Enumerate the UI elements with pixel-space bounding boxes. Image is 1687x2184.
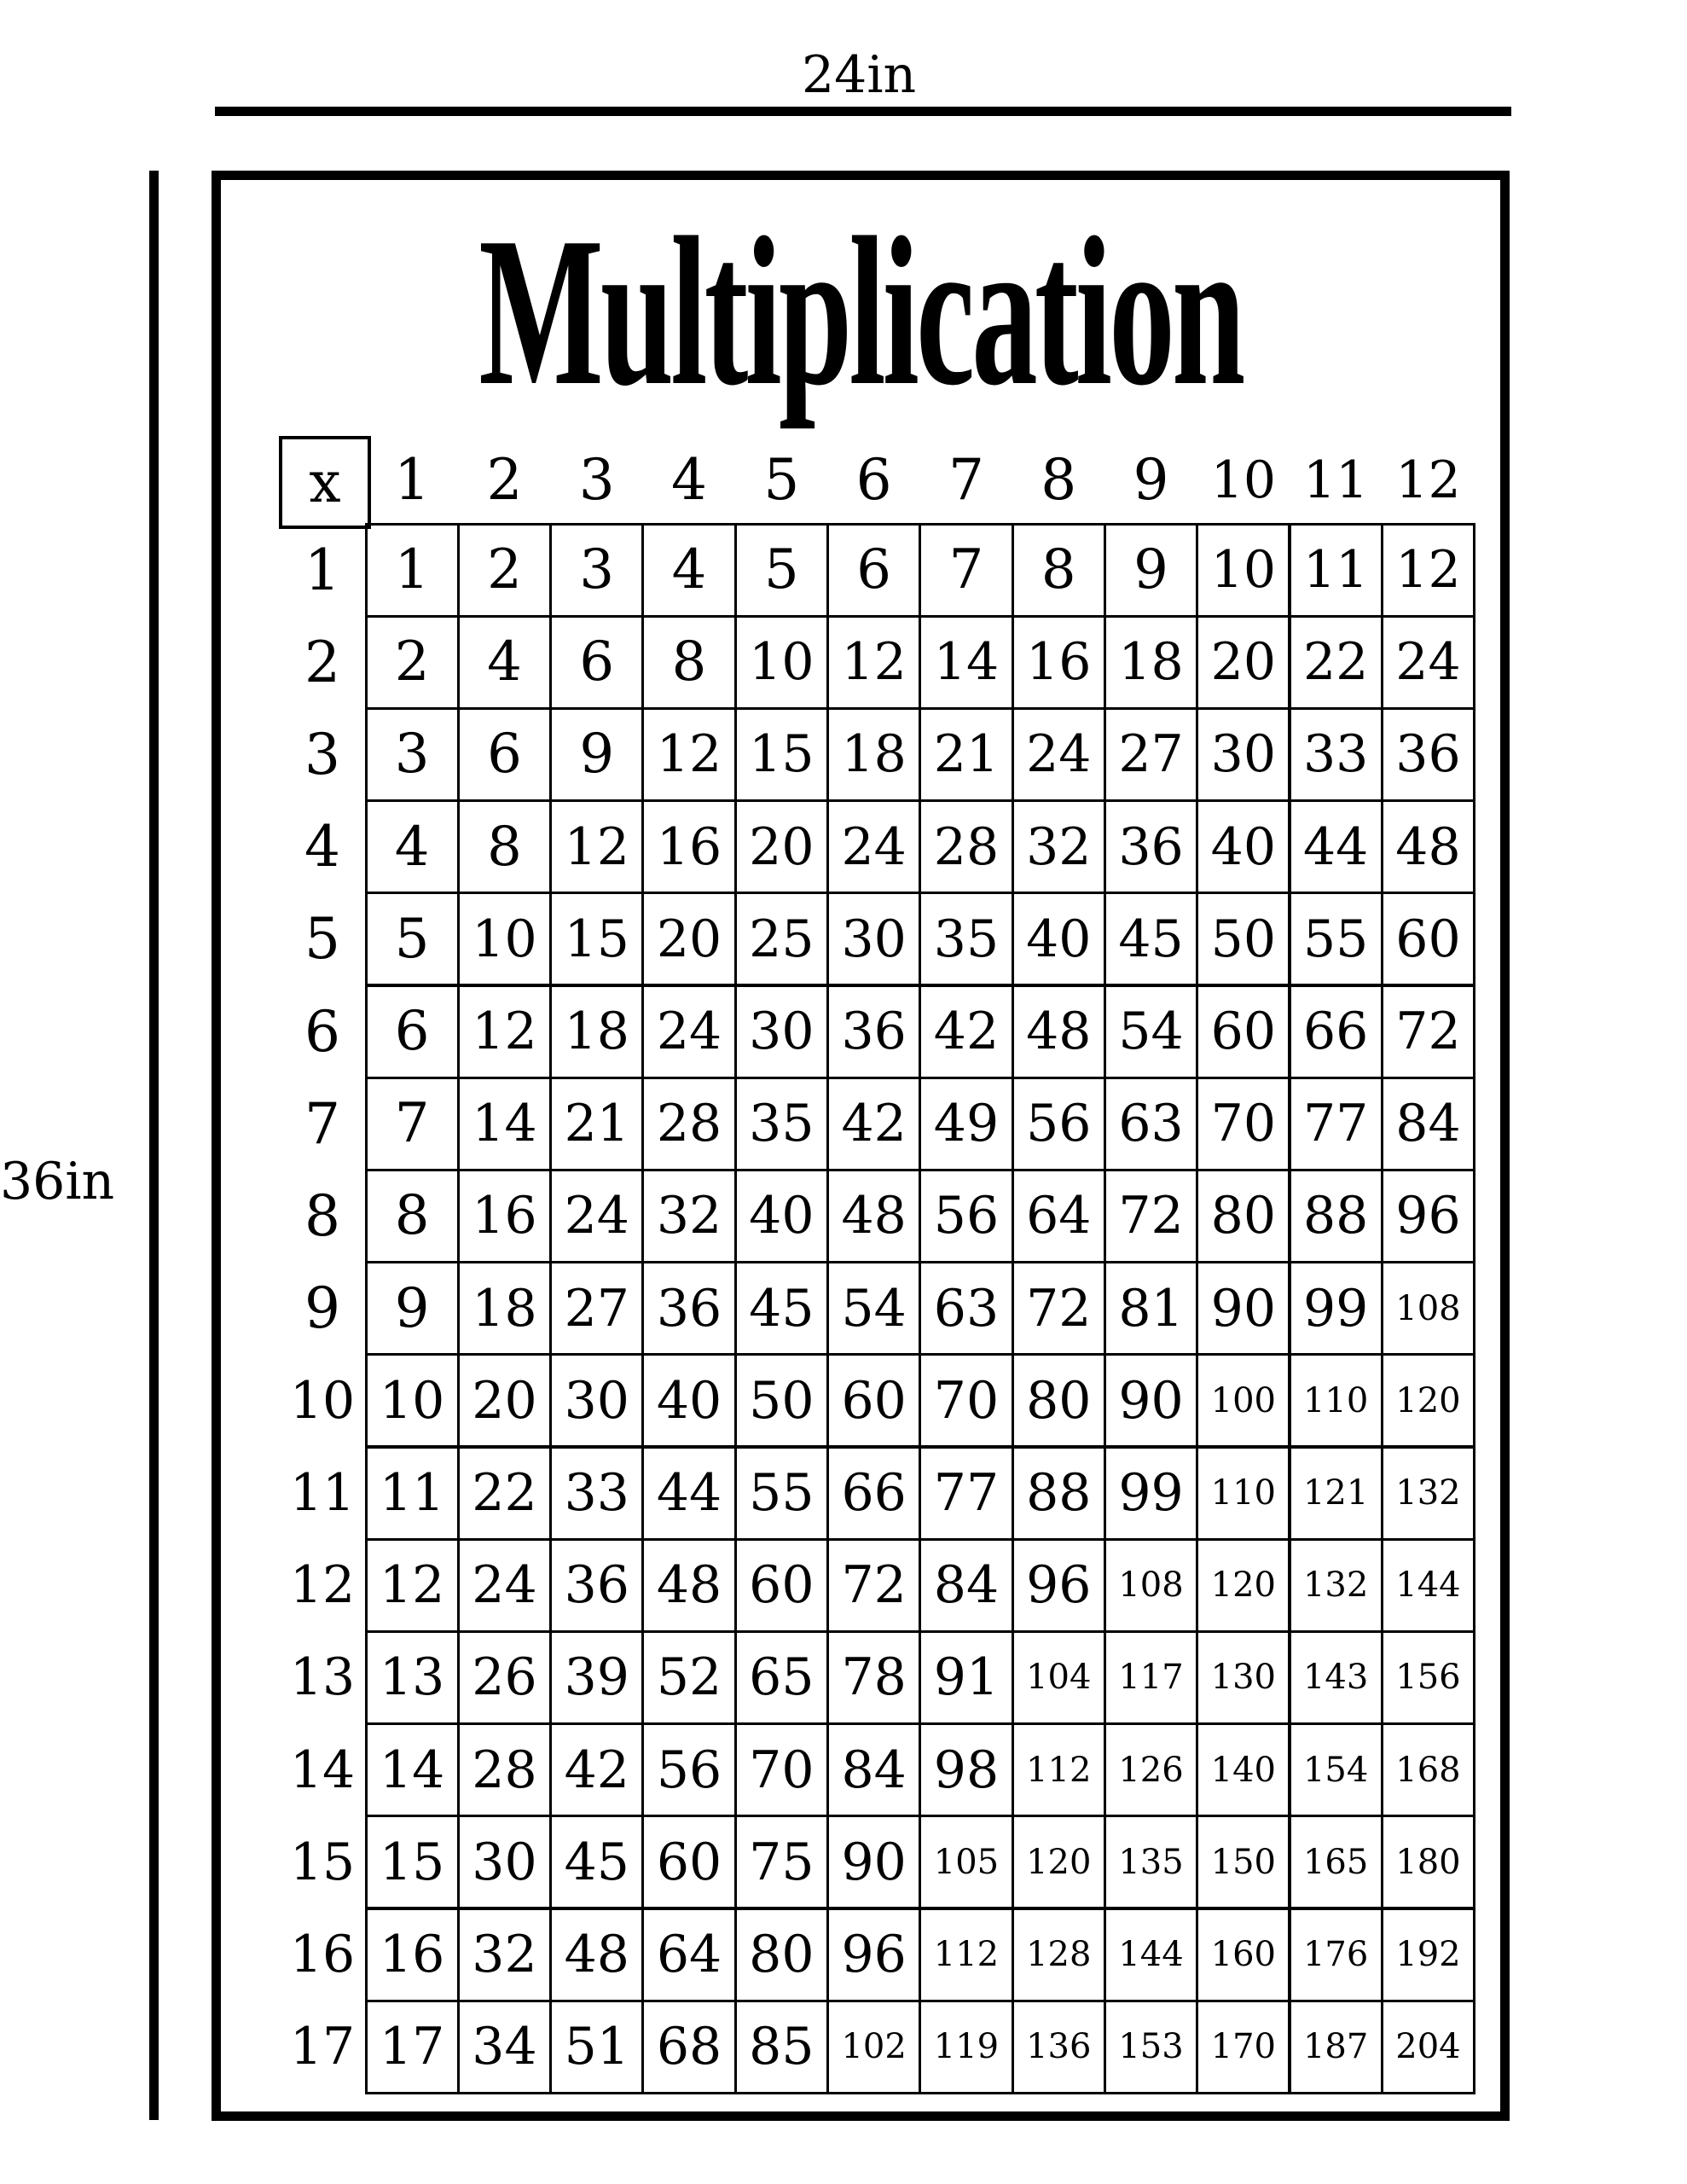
height-dimension-label: 36in — [0, 1152, 115, 1211]
table-cell: 88 — [1012, 1446, 1106, 1541]
table-cell: 90 — [826, 1815, 921, 1909]
table-cell: 8 — [1012, 523, 1106, 618]
width-dimension-label: 24in — [802, 45, 917, 105]
width-dimension-line — [215, 107, 1511, 116]
table-cell: 15 — [549, 892, 644, 986]
table-cell: 108 — [1381, 1261, 1475, 1356]
table-cell: 130 — [1196, 1630, 1290, 1725]
table-cell: 6 — [549, 615, 644, 710]
table-cell: 36 — [641, 1261, 736, 1356]
column-header: 4 — [671, 447, 708, 513]
table-cell: 28 — [919, 799, 1013, 894]
table-cell: 84 — [826, 1722, 921, 1817]
table-cell: 121 — [1289, 1446, 1383, 1541]
table-cell: 55 — [1289, 892, 1383, 986]
table-cell: 99 — [1104, 1446, 1198, 1541]
table-cell: 132 — [1289, 1538, 1383, 1633]
table-cell: 70 — [734, 1722, 829, 1817]
table-cell: 32 — [1012, 799, 1106, 894]
row-header: 7 — [304, 1090, 340, 1157]
table-cell: 72 — [1012, 1261, 1106, 1356]
table-cell: 143 — [1289, 1630, 1383, 1725]
table-cell: 21 — [919, 707, 1013, 802]
table-cell: 60 — [1196, 985, 1290, 1079]
table-cell: 48 — [549, 1908, 644, 2002]
table-cell: 154 — [1289, 1722, 1383, 1817]
table-cell: 77 — [1289, 1077, 1383, 1171]
table-cell: 153 — [1104, 2000, 1198, 2094]
table-cell: 8 — [457, 799, 552, 894]
table-cell: 42 — [549, 1722, 644, 1817]
table-cell: 13 — [365, 1630, 460, 1725]
table-cell: 96 — [1381, 1169, 1475, 1263]
table-cell: 33 — [1289, 707, 1383, 802]
table-cell: 50 — [734, 1353, 829, 1448]
table-cell: 136 — [1012, 2000, 1106, 2094]
table-cell: 50 — [1196, 892, 1290, 986]
table-cell: 30 — [826, 892, 921, 986]
table-cell: 25 — [734, 892, 829, 986]
table-cell: 102 — [826, 2000, 921, 2094]
table-cell: 48 — [1381, 799, 1475, 894]
table-cell: 34 — [457, 2000, 552, 2094]
table-cell: 3 — [365, 707, 460, 802]
table-cell: 60 — [641, 1815, 736, 1909]
table-cell: 135 — [1104, 1815, 1198, 1909]
table-cell: 9 — [365, 1261, 460, 1356]
table-cell: 16 — [641, 799, 736, 894]
table-cell: 60 — [734, 1538, 829, 1633]
table-cell: 42 — [919, 985, 1013, 1079]
table-cell: 112 — [919, 1908, 1013, 2002]
table-cell: 108 — [1104, 1538, 1198, 1633]
table-cell: 18 — [457, 1261, 552, 1356]
table-cell: 48 — [641, 1538, 736, 1633]
table-cell: 110 — [1289, 1353, 1383, 1448]
table-cell: 12 — [549, 799, 644, 894]
table-cell: 35 — [919, 892, 1013, 986]
table-cell: 24 — [826, 799, 921, 894]
poster-frame — [212, 171, 1510, 2121]
row-header: 10 — [289, 1370, 356, 1431]
table-cell: 140 — [1196, 1722, 1290, 1817]
table-cell: 64 — [1012, 1169, 1106, 1263]
table-cell: 99 — [1289, 1261, 1383, 1356]
row-header: 15 — [289, 1832, 356, 1892]
table-cell: 5 — [734, 523, 829, 618]
table-cell: 150 — [1196, 1815, 1290, 1909]
table-cell: 63 — [919, 1261, 1013, 1356]
table-cell: 2 — [457, 523, 552, 618]
table-cell: 120 — [1012, 1815, 1106, 1909]
table-cell: 12 — [457, 985, 552, 1079]
table-cell: 27 — [549, 1261, 644, 1356]
row-header: 12 — [289, 1555, 356, 1616]
table-cell: 44 — [1289, 799, 1383, 894]
table-cell: 10 — [365, 1353, 460, 1448]
table-cell: 54 — [1104, 985, 1198, 1079]
column-header: 10 — [1210, 450, 1277, 510]
table-cell: 51 — [549, 2000, 644, 2094]
row-header: 14 — [289, 1740, 356, 1800]
table-cell: 16 — [1012, 615, 1106, 710]
table-cell: 7 — [919, 523, 1013, 618]
table-cell: 48 — [826, 1169, 921, 1263]
table-cell: 70 — [919, 1353, 1013, 1448]
table-cell: 11 — [365, 1446, 460, 1541]
table-cell: 165 — [1289, 1815, 1383, 1909]
table-cell: 98 — [919, 1722, 1013, 1817]
table-cell: 126 — [1104, 1722, 1198, 1817]
table-cell: 24 — [1012, 707, 1106, 802]
table-cell: 30 — [734, 985, 829, 1079]
table-cell: 9 — [1104, 523, 1198, 618]
table-cell: 60 — [1381, 892, 1475, 986]
table-cell: 15 — [365, 1815, 460, 1909]
table-cell: 20 — [734, 799, 829, 894]
table-cell: 70 — [1196, 1077, 1290, 1171]
table-cell: 40 — [1012, 892, 1106, 986]
table-cell: 132 — [1381, 1446, 1475, 1541]
table-cell: 18 — [1104, 615, 1198, 710]
column-header: 12 — [1395, 450, 1461, 510]
table-cell: 35 — [734, 1077, 829, 1171]
table-cell: 55 — [734, 1446, 829, 1541]
table-cell: 63 — [1104, 1077, 1198, 1171]
column-header: 8 — [1041, 447, 1077, 513]
table-cell: 100 — [1196, 1353, 1290, 1448]
table-cell: 68 — [641, 2000, 736, 2094]
table-cell: 12 — [641, 707, 736, 802]
table-cell: 120 — [1196, 1538, 1290, 1633]
table-cell: 20 — [641, 892, 736, 986]
multiplication-table — [221, 180, 1500, 2111]
table-cell: 170 — [1196, 2000, 1290, 2094]
table-cell: 128 — [1012, 1908, 1106, 2002]
table-cell: 24 — [549, 1169, 644, 1263]
table-cell: 20 — [1196, 615, 1290, 710]
table-cell: 14 — [365, 1722, 460, 1817]
table-cell: 168 — [1381, 1722, 1475, 1817]
column-header: 5 — [763, 447, 800, 513]
table-cell: 56 — [1012, 1077, 1106, 1171]
table-cell: 40 — [734, 1169, 829, 1263]
table-cell: 28 — [457, 1722, 552, 1817]
table-cell: 42 — [826, 1077, 921, 1171]
table-cell: 6 — [365, 985, 460, 1079]
table-cell: 48 — [1012, 985, 1106, 1079]
table-cell: 84 — [919, 1538, 1013, 1633]
column-header: 1 — [394, 447, 431, 513]
table-cell: 16 — [365, 1908, 460, 2002]
table-cell: 32 — [641, 1169, 736, 1263]
table-cell: 84 — [1381, 1077, 1475, 1171]
table-cell: 33 — [549, 1446, 644, 1541]
table-cell: 1 — [365, 523, 460, 618]
table-cell: 90 — [1196, 1261, 1290, 1356]
table-cell: 65 — [734, 1630, 829, 1725]
row-header: 2 — [304, 629, 340, 695]
table-cell: 120 — [1381, 1353, 1475, 1448]
table-cell: 18 — [549, 985, 644, 1079]
table-cell: 204 — [1381, 2000, 1475, 2094]
table-cell: 77 — [919, 1446, 1013, 1541]
table-cell: 16 — [457, 1169, 552, 1263]
table-cell: 15 — [734, 707, 829, 802]
table-cell: 10 — [734, 615, 829, 710]
table-cell: 3 — [549, 523, 644, 618]
table-cell: 24 — [457, 1538, 552, 1633]
table-cell: 20 — [457, 1353, 552, 1448]
table-cell: 80 — [1196, 1169, 1290, 1263]
column-header: 11 — [1302, 450, 1369, 510]
corner-x-cell: x — [279, 436, 371, 529]
table-cell: 75 — [734, 1815, 829, 1909]
row-header: 13 — [289, 1647, 356, 1708]
column-header: 9 — [1133, 447, 1169, 513]
table-cell: 6 — [457, 707, 552, 802]
column-header: 6 — [855, 447, 892, 513]
table-cell: 117 — [1104, 1630, 1198, 1725]
table-cell: 4 — [365, 799, 460, 894]
table-cell: 56 — [919, 1169, 1013, 1263]
row-header: 11 — [289, 1463, 356, 1524]
table-cell: 60 — [826, 1353, 921, 1448]
table-cell: 14 — [457, 1077, 552, 1171]
row-header: 8 — [304, 1182, 340, 1249]
table-cell: 21 — [549, 1077, 644, 1171]
table-cell: 72 — [1381, 985, 1475, 1079]
table-cell: 192 — [1381, 1908, 1475, 2002]
table-cell: 40 — [1196, 799, 1290, 894]
table-cell: 22 — [1289, 615, 1383, 710]
table-cell: 44 — [641, 1446, 736, 1541]
table-cell: 90 — [1104, 1353, 1198, 1448]
table-cell: 49 — [919, 1077, 1013, 1171]
table-cell: 5 — [365, 892, 460, 986]
height-dimension-line — [149, 171, 159, 2120]
table-cell: 32 — [457, 1908, 552, 2002]
table-cell: 45 — [549, 1815, 644, 1909]
table-cell: 27 — [1104, 707, 1198, 802]
table-cell: 6 — [826, 523, 921, 618]
table-cell: 96 — [826, 1908, 921, 2002]
table-cell: 28 — [641, 1077, 736, 1171]
table-cell: 88 — [1289, 1169, 1383, 1263]
row-header: 6 — [304, 998, 340, 1065]
table-cell: 176 — [1289, 1908, 1383, 2002]
table-cell: 180 — [1381, 1815, 1475, 1909]
table-cell: 66 — [826, 1446, 921, 1541]
table-cell: 8 — [641, 615, 736, 710]
table-cell: 80 — [1012, 1353, 1106, 1448]
table-cell: 72 — [1104, 1169, 1198, 1263]
table-cell: 24 — [1381, 615, 1475, 710]
row-header: 16 — [289, 1925, 356, 1985]
row-header: 5 — [304, 906, 340, 973]
table-cell: 112 — [1012, 1722, 1106, 1817]
table-cell: 22 — [457, 1446, 552, 1541]
table-cell: 72 — [826, 1538, 921, 1633]
table-cell: 30 — [457, 1815, 552, 1909]
table-cell: 110 — [1196, 1446, 1290, 1541]
table-cell: 45 — [1104, 892, 1198, 986]
table-cell: 160 — [1196, 1908, 1290, 2002]
table-cell: 17 — [365, 2000, 460, 2094]
row-header: 9 — [304, 1275, 340, 1342]
table-cell: 156 — [1381, 1630, 1475, 1725]
table-cell: 30 — [549, 1353, 644, 1448]
table-cell: 187 — [1289, 2000, 1383, 2094]
table-cell: 12 — [826, 615, 921, 710]
table-cell: 36 — [1381, 707, 1475, 802]
table-cell: 10 — [457, 892, 552, 986]
table-cell: 104 — [1012, 1630, 1106, 1725]
table-cell: 26 — [457, 1630, 552, 1725]
table-cell: 96 — [1012, 1538, 1106, 1633]
table-cell: 30 — [1196, 707, 1290, 802]
row-header: 1 — [304, 537, 340, 603]
table-cell: 4 — [641, 523, 736, 618]
table-cell: 119 — [919, 2000, 1013, 2094]
table-cell: 64 — [641, 1908, 736, 2002]
table-cell: 56 — [641, 1722, 736, 1817]
column-header: 2 — [486, 447, 523, 513]
table-cell: 105 — [919, 1815, 1013, 1909]
table-cell: 39 — [549, 1630, 644, 1725]
table-cell: 12 — [1381, 523, 1475, 618]
table-cell: 36 — [826, 985, 921, 1079]
table-cell: 4 — [457, 615, 552, 710]
table-cell: 54 — [826, 1261, 921, 1356]
table-cell: 81 — [1104, 1261, 1198, 1356]
table-cell: 40 — [641, 1353, 736, 1448]
table-cell: 7 — [365, 1077, 460, 1171]
table-cell: 36 — [1104, 799, 1198, 894]
table-cell: 8 — [365, 1169, 460, 1263]
poster-title-text: Multiplication — [478, 194, 1243, 430]
table-cell: 11 — [1289, 523, 1383, 618]
column-header: 7 — [948, 447, 984, 513]
row-header: 4 — [304, 814, 340, 880]
table-cell: 18 — [826, 707, 921, 802]
table-cell: 12 — [365, 1538, 460, 1633]
table-cell: 144 — [1381, 1538, 1475, 1633]
table-cell: 91 — [919, 1630, 1013, 1725]
table-cell: 9 — [549, 707, 644, 802]
row-header: 17 — [289, 2017, 356, 2077]
table-cell: 10 — [1196, 523, 1290, 618]
table-cell: 78 — [826, 1630, 921, 1725]
column-header: 3 — [578, 447, 615, 513]
table-cell: 2 — [365, 615, 460, 710]
table-cell: 144 — [1104, 1908, 1198, 2002]
table-cell: 66 — [1289, 985, 1383, 1079]
row-header: 3 — [304, 721, 340, 787]
table-cell: 14 — [919, 615, 1013, 710]
table-cell: 45 — [734, 1261, 829, 1356]
table-cell: 36 — [549, 1538, 644, 1633]
table-cell: 24 — [641, 985, 736, 1079]
table-cell: 85 — [734, 2000, 829, 2094]
table-cell: 52 — [641, 1630, 736, 1725]
table-cell: 80 — [734, 1908, 829, 2002]
